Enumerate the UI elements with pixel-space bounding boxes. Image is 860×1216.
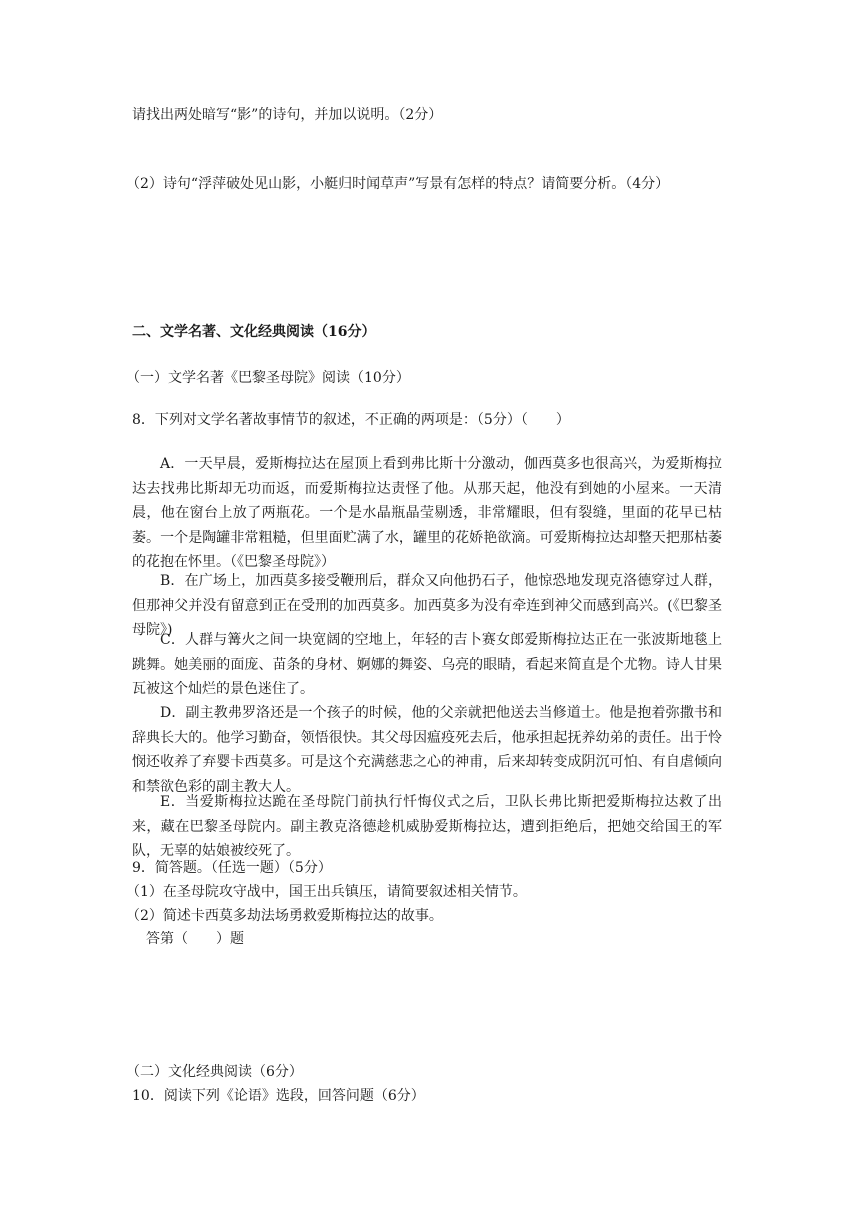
q9-option-2: （2）简述卡西莫多劫法场勇救爱斯梅拉达的故事。 xyxy=(126,908,443,924)
q9-answer-prompt: 答第（ ）题 xyxy=(146,931,244,947)
q8-stem: 8．下列对文学名著故事情节的叙述，不正确的两项是：（5分）（ ） xyxy=(132,412,570,428)
q8-option-c: C．人群与篝火之间一块宽阔的空地上，年轻的吉卜赛女郎爱斯梅拉达正在一张波斯地毯上跳舞。她美丽的面庞、苗条的身材、婀娜的舞姿、乌亮的眼睛，看起来简直是个尤物。诗人甘果瓦被这个灿烂的景色迷住了。 xyxy=(132,632,722,697)
q8-option-e: E．当爱斯梅拉达跪在圣母院门前执行忏悔仪式之后，卫队长弗比斯把爱斯梅拉达救了出来，藏在巴黎圣母院内。副主教克洛德趁机威胁爱斯梅拉达，遭到拒绝后，把她交给国王的军队，无辜的姑娘被绞死了。 xyxy=(132,794,722,859)
q10-stem: 10．阅读下列《论语》选段，回答问题（6分） xyxy=(132,1088,425,1104)
section2-heading: 二、文学名著、文化经典阅读（16分） xyxy=(132,324,376,340)
q8-option-a: A．一天早晨，爱斯梅拉达在屋顶上看到弗比斯十分激动，伽西莫多也很高兴，为爱斯梅拉达去找弗比斯却无功而返，而爱斯梅拉达责怪了他。从那天起，他没有到她的小屋来。一天清晨，他在窗台上放了两瓶花。一个是水晶瓶晶莹剔透，非常耀眼，但有裂缝，里面的花早已枯萎。一个是陶罐非常粗糙，但里面贮满了水，罐里的花娇艳欲滴。可爱斯梅拉达却整天把那枯萎的花抱在怀里。（《巴黎圣母院》） xyxy=(132,456,722,570)
q8-option-d: D．副主教弗罗洛还是一个孩子的时候，他的父亲就把他送去当修道士。他是抱着弥撒书和辞典长大的。他学习勤奋，领悟很快。其父母因瘟疫死去后，他承担起抚养幼弟的责任。出于怜悯还收养了弃婴卡西莫多。可是这个充满慈悲之心的神甫，后来却转变成阴沉可怕、有自虐倾向和禁欲色彩的副主教大人。 xyxy=(132,705,722,795)
q7-1-tail: 请找出两处暗写“影”的诗句，并加以说明。（2分） xyxy=(132,107,443,123)
part1-heading: （一）文学名著《巴黎圣母院》阅读（10分） xyxy=(126,370,410,386)
part2-heading: （二）文化经典阅读（6分） xyxy=(126,1064,303,1080)
q9-option-1: （1）在圣母院攻守战中，国王出兵镇压，请简要叙述相关情节。 xyxy=(126,884,527,900)
q7-2-question: （2）诗句“浮萍破处见山影，小艇归时闻草声”写景有怎样的特点？请简要分析。（4分） xyxy=(126,176,670,192)
q8-option-b: B．在广场上，加西莫多接受鞭刑后，群众又向他扔石子，他惊恐地发现克洛德穿过人群，但那神父并没有留意到正在受刑的加西莫多。加西莫多为没有牵连到神父而感到高兴。(《巴黎圣母院》) xyxy=(132,573,722,638)
q9-stem: 9．简答题。（任选一题）（5分） xyxy=(132,860,332,876)
